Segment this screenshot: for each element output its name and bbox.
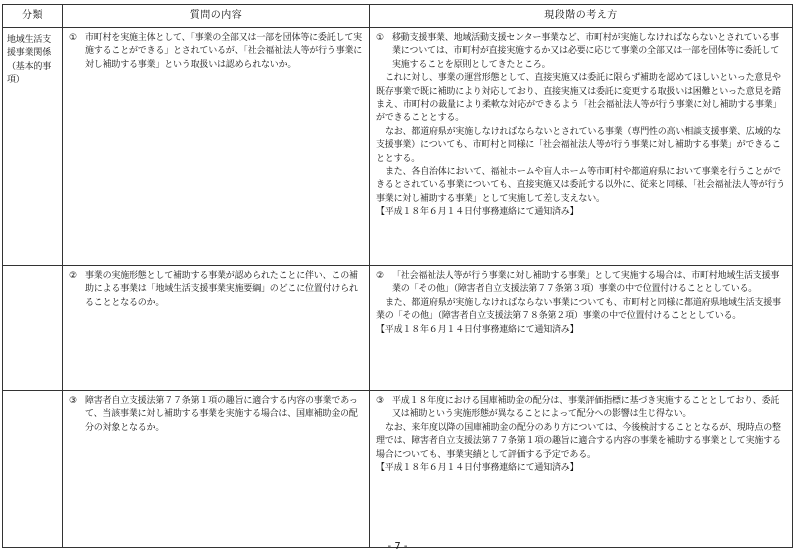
answer-paragraph: これに対し、事業の運営形態として、直接実施又は委託に限らず補助を認めてほしいといった意見や既存事業で既に補助により対応しており、直接実施又は委託に変更する取扱いは困難といった意見を踏まえ、市町村の裁量により柔軟な対応ができるよう「社会福祉法人等が行う事業に対し補助する事業」ができることとする。 [376,73,782,124]
category-cell [3,28,63,266]
answer-paragraph: なお、都道府県が実施しなければならないとされている事業（専門性の高い相談支援事業、広域的な支援事業）についても、市町村と同様に「社会福祉法人等が行う事業に対し補助する事業」ができることとする。 [376,126,782,164]
answer-paragraph: なお、来年度以降の国庫補助金の配分のあり方については、今後検討することとなるが、現時点の整理では、障害者自立支援法第７７条第１項の趣旨に適合する内容の事業を補助する事業として実施する場合についても、事業実績として評価する予定である。 [376,422,781,460]
question-number: ③ [69,396,77,406]
table-row [3,391,793,548]
answer-number: ① [376,33,384,43]
category-label: 地域生活支援事業関係（基本的事項） [7,35,52,86]
answer-paragraph: また、各自治体において、福祉ホームや盲人ホーム等市町村や都道府県において事業を行うことができるとされている事業についても、直接実施又は委託する以外に、従来と同様、「社会福祉法人等が行う事業に対し補助する事業」として実施して差し支えない。 [376,167,785,204]
header-question: 質問の内容 [63,5,370,28]
answer-paragraph: また、都道府県が実施しなければならない事業についても、市町村と同様に都道府県地域生活支援事業の「その他」（障害者自立支援法第７８条第２項）事業の中で位置付けることとしている。 [376,297,781,322]
notice-note: 【平成１８年６月１４日付事務連絡にて通知済み】 [376,463,579,474]
question-text: 事業の実施形態として補助する事業が認められたことに伴い、この補助による事業は「地域生活支援事業実施要綱」のどこに位置付けられることとなるのか。 [85,271,358,308]
notice-note: 【平成１８年６月１４日付事務連絡にて通知済み】 [376,207,579,218]
header-answer: 現段階の考え方 [370,5,793,28]
question-cell [63,391,370,548]
question-text: 障害者自立支援法第７７条第１項の趣旨に適合する内容の事業であって、当該事業に対し補助する事業を実施する場合は、国庫補助金の配分の対象となるか。 [85,396,358,433]
answer-number: ③ [376,396,384,406]
question-number: ① [69,33,77,43]
answer-paragraph: 移動支援事業、地域活動支援センター事業など、市町村が実施しなければならないとされている事業については、市町村が直接実施するか又は必要に応じて事業の全部又は一部を団体等に委託して実施することを原則としてきたところ。 [392,33,780,70]
answer-cell [370,28,793,266]
table-row [3,28,793,266]
page-number: - 7 - [387,541,408,552]
answer-cell [370,391,793,548]
category-cell-continued [3,391,63,548]
header-category: 分類 [3,5,63,28]
table-row [3,266,793,391]
question-cell [63,28,370,266]
answer-cell [370,266,793,391]
question-text: 市町村を実施主体として、「事業の全部又は一部を団体等に委託して実施することができる」とされているが、「社会福祉法人等が行う事業に対し補助する事業」という取扱いは認められないか。 [85,33,363,70]
question-cell [63,266,370,391]
notice-note: 【平成１８年６月１４日付事務連絡にて通知済み】 [376,324,579,335]
qa-table [2,4,793,548]
answer-number: ② [376,271,384,281]
answer-paragraph: 平成１８年度における国庫補助金の配分は、事業評価指標に基づき実施することとしており、委託又は補助という実施形態が異なることによって配分への影響は生じ得ない。 [392,396,780,420]
table-header-row [3,5,793,28]
category-cell-continued [3,266,63,391]
answer-paragraph: 「社会福祉法人等が行う事業に対し補助する事業」として実施する場合は、市町村地域生活支援事業の「その他」（障害者自立支援法第７７条第３項）事業の中で位置付けることとしている。 [392,271,780,295]
question-number: ② [69,271,77,281]
